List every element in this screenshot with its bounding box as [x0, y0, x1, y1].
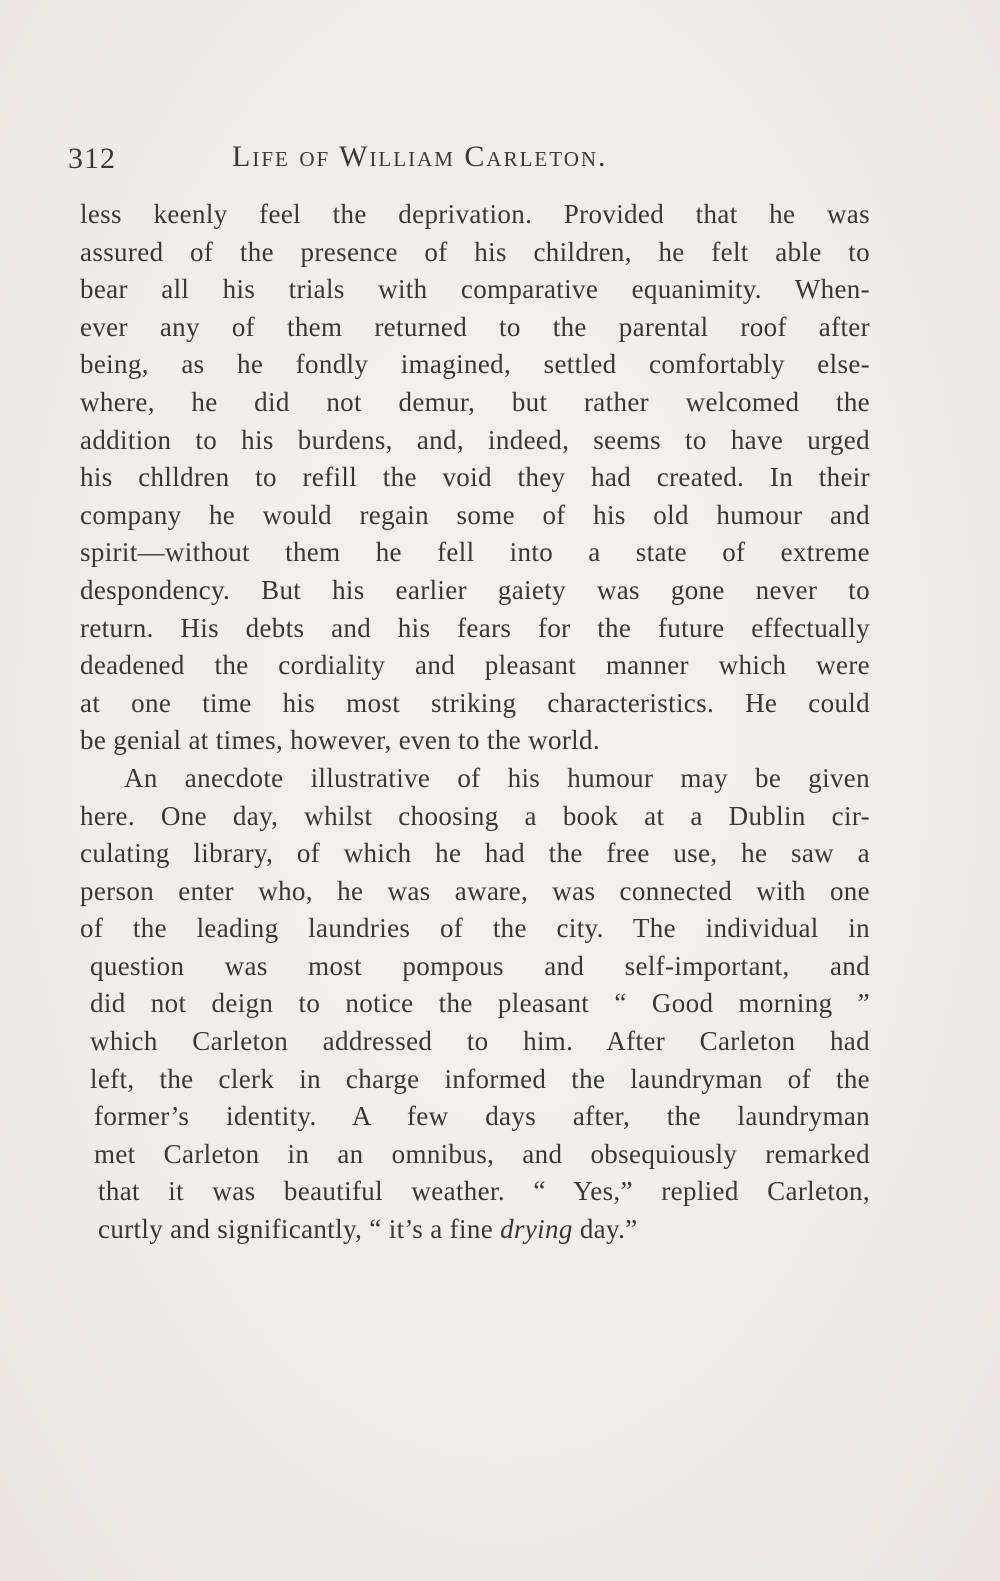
- text-line: his chlldren to refill the void they had created. In their: [80, 462, 870, 493]
- text-line: former’s identity. A few days after, the laundryman: [94, 1101, 870, 1132]
- text-line: spirit—without them he fell into a state of extreme: [80, 537, 870, 568]
- text-line: of the leading laundries of the city. The individual in: [80, 913, 870, 944]
- italic-word: drying: [500, 1214, 573, 1245]
- text-line: at one time his most striking characteristics. He could: [80, 687, 870, 718]
- text-line: did not deign to notice the pleasant “ Good morning ”: [90, 988, 870, 1019]
- running-head-title: Life of William Carleton.: [232, 140, 608, 173]
- text-line: person enter who, he was aware, was connected with one: [80, 875, 870, 906]
- text-line: addition to his burdens, and, indeed, seems to have urged: [80, 424, 870, 455]
- text-line: question was most pompous and self-important, and: [90, 950, 870, 981]
- text-line: being, as he fondly imagined, settled comfortably else-: [80, 349, 870, 380]
- final-line-text-after: day.”: [572, 1214, 638, 1245]
- running-head: [68, 138, 868, 178]
- text-line: bear all his trials with comparative equanimity. When-: [80, 274, 870, 305]
- text-line: An anecdote illustrative of his humour may be given: [124, 762, 870, 793]
- paragraph-1: [80, 196, 870, 760]
- paragraph-2: [80, 760, 870, 1249]
- text-line: that it was beautiful weather. “ Yes,” replied Carleton,: [98, 1176, 870, 1207]
- text-line: here. One day, whilst choosing a book at a Dublin cir-: [80, 800, 870, 831]
- text-line: less keenly feel the deprivation. Provided that he was: [80, 199, 870, 229]
- text-line: which Carleton addressed to him. After Carleton had: [90, 1026, 870, 1057]
- text-line: met Carleton in an omnibus, and obsequiously remarked: [94, 1138, 870, 1169]
- text-line: culating library, of which he had the free use, he saw a: [80, 838, 870, 869]
- text-line: deadened the cordiality and pleasant manner which were: [80, 650, 870, 681]
- text-line: return. His debts and his fears for the future effectually: [80, 612, 870, 643]
- text-line-final: [80, 1211, 870, 1249]
- text-line: where, he did not demur, but rather welcomed the: [80, 386, 870, 417]
- body-text: [80, 196, 870, 1249]
- page-number: 312: [68, 142, 116, 175]
- text-line: assured of the presence of his children, he felt able to: [80, 236, 870, 267]
- text-line: be genial at times, however, even to the world.: [80, 725, 600, 756]
- final-line-text-before: curtly and significantly, “ it’s a fine: [98, 1214, 501, 1245]
- text-line: left, the clerk in charge informed the laundryman of the: [90, 1063, 870, 1094]
- text-line: despondency. But his earlier gaiety was gone never to: [80, 574, 870, 605]
- text-line: company he would regain some of his old humour and: [80, 499, 870, 530]
- text-line: ever any of them returned to the parental roof after: [80, 311, 870, 342]
